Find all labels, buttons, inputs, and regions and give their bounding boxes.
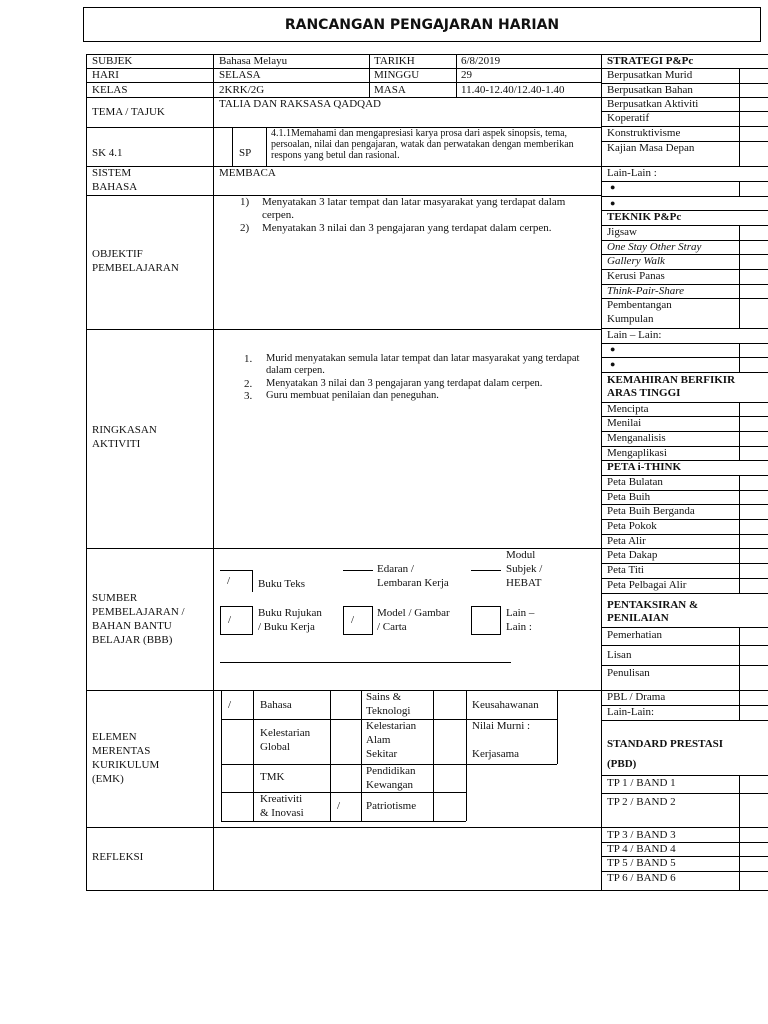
objektif-num-2: 2)	[240, 222, 250, 234]
pentaksiran-title-1: PENTAKSIRAN &	[607, 599, 699, 611]
kbat-item[interactable]: Menilai	[607, 417, 642, 429]
bahasa-label: Bahasa	[260, 699, 292, 711]
model-label-2: / Carta	[377, 621, 407, 633]
kbat-title-1: KEMAHIRAN BERFIKIR	[607, 374, 736, 386]
edaran-label-1: Edaran /	[377, 563, 414, 575]
pembentangan-label-1[interactable]: Pembentangan	[607, 299, 672, 311]
model-label-1: Model / Gambar	[377, 607, 450, 619]
pentaksiran-title-2: PENILAIAN	[607, 612, 669, 624]
kelas-label: KELAS	[92, 84, 128, 96]
sistem-label-2: BAHASA	[92, 181, 138, 193]
buku-rujukan-checkbox[interactable]	[220, 606, 253, 635]
peta-item[interactable]: Peta Buih Berganda	[607, 505, 695, 517]
sumber-underline	[220, 662, 511, 663]
tarikh-value: 6/8/2019	[461, 55, 501, 67]
masa-label: MASA	[374, 84, 406, 96]
patriotisme-mark[interactable]: /	[337, 800, 341, 812]
kelestarian-alam-label-3: Sekitar	[366, 748, 398, 760]
pembentangan-label-2: Kumpulan	[607, 313, 654, 325]
hari-value: SELASA	[219, 69, 261, 81]
sumber-label-3: BAHAN BANTU	[92, 620, 172, 632]
masa-value: 11.40-12.40/12.40-1.40	[461, 84, 565, 96]
ringkasan-num-3: 3.	[244, 390, 253, 402]
tp-item[interactable]: TP 2 / BAND 2	[607, 796, 676, 808]
pendidikan-label-1: Pendidikan	[366, 765, 416, 777]
teknik-lain-lain[interactable]: Lain – Lain:	[607, 329, 662, 341]
keusahawanan-label: Keusahawanan	[472, 699, 539, 711]
sains-label-2: Teknologi	[366, 705, 411, 717]
strategi-lain-lain[interactable]: Lain-Lain :	[607, 167, 657, 179]
ringkasan-item-1: Murid menyatakan semula latar tempat dan latar masyarakat yang terdapat dalam cerpen.	[266, 353, 580, 377]
peta-item[interactable]: Peta Dakap	[607, 549, 658, 561]
teknik-item[interactable]: Jigsaw	[607, 226, 637, 238]
sp-text: 4.1.1Memahami dan mengapresiasi karya prosa dari aspek sinopsis, tema, persoalan, nilai dan pengajaran, watak dan perwatakan dengan memberikan respons yang betul dan rasional.	[271, 128, 574, 161]
teknik-item[interactable]: Think-Pair-Share	[607, 285, 684, 297]
peta-item[interactable]: Peta Pelbagai Alir	[607, 579, 687, 591]
sistem-value: MEMBACA	[219, 167, 276, 179]
buku-rujukan-label-1: Buku Rujukan	[258, 607, 322, 619]
pendidikan-label-2: Kewangan	[366, 779, 414, 791]
peta-title: PETA i-THINK	[607, 461, 682, 473]
teknik-title: TEKNIK P&Pc	[607, 211, 682, 223]
subjek-value: Bahasa Melayu	[219, 55, 288, 67]
lain-lain-label-1: Lain –	[506, 607, 535, 619]
kerjasama-label: Kerjasama	[472, 748, 520, 760]
strategi-item[interactable]: Konstruktivisme	[607, 127, 681, 139]
bullet-icon: ●	[610, 344, 616, 354]
ringkasan-item-2: Menyatakan 3 nilai dan 3 pengajaran yang terdapat dalam cerpen.	[266, 378, 543, 389]
kbat-item[interactable]: Mencipta	[607, 403, 649, 415]
emk-label-3: KURIKULUM	[92, 759, 160, 771]
ringkasan-num-2: 2.	[244, 378, 253, 390]
kelas-value: 2KRK/2G	[219, 84, 265, 96]
teknik-item[interactable]: Gallery Walk	[607, 255, 665, 267]
ringkasan-item-3: Guru membuat penilaian dan peneguhan.	[266, 390, 439, 401]
modul-label-1: Modul	[506, 549, 536, 561]
emk-label-2: MERENTAS	[92, 745, 151, 757]
minggu-label: MINGGU	[374, 69, 420, 81]
ringkasan-label-1: RINGKASAN	[92, 424, 157, 436]
kreativiti-label-1: Kreativiti	[260, 793, 303, 805]
tp-item[interactable]: TP 3 / BAND 3	[607, 829, 676, 841]
tp-item[interactable]: TP 6 / BAND 6	[607, 872, 676, 884]
model-mark: /	[351, 614, 355, 626]
buku-teks-checkbox[interactable]	[220, 570, 253, 592]
teknik-item[interactable]: One Stay Other Stray	[607, 241, 702, 253]
tmk-label: TMK	[260, 771, 285, 783]
sp-label: SP	[239, 147, 252, 159]
sumber-label-2: PEMBELAJARAN /	[92, 606, 185, 618]
modul-label-2: Subjek /	[506, 563, 543, 575]
nilai-murni-label: Nilai Murni :	[472, 720, 531, 732]
kelestarian-global-label-2: Global	[260, 741, 290, 753]
objektif-label-1: OBJEKTIF	[92, 248, 143, 260]
refleksi-label: REFLEKSI	[92, 851, 144, 863]
sistem-label-1: SISTEM	[92, 167, 132, 179]
standard-title-1: STANDARD PRESTASI	[607, 738, 724, 750]
bullet-icon: ●	[610, 198, 616, 208]
bullet-icon: ●	[610, 182, 616, 192]
hari-label: HARI	[92, 69, 119, 81]
lain-lain-label-2: Lain :	[506, 621, 532, 633]
tp-item[interactable]: TP 4 / BAND 4	[607, 843, 676, 855]
standard-title-2: (PBD)	[607, 758, 637, 770]
page-title: RANCANGAN PENGAJARAN HARIAN	[83, 7, 761, 42]
emk-label-1: ELEMEN	[92, 731, 137, 743]
strategi-item[interactable]: Berpusatkan Aktiviti	[607, 98, 699, 110]
teknik-item[interactable]: Kerusi Panas	[607, 270, 665, 282]
peta-item[interactable]: Peta Alir	[607, 535, 646, 547]
objektif-label-2: PEMBELAJARAN	[92, 262, 179, 274]
tp-item[interactable]: TP 5 / BAND 5	[607, 857, 676, 869]
strategi-item[interactable]: Kajian Masa Depan	[607, 142, 695, 154]
sains-label-1: Sains &	[366, 691, 402, 703]
buku-teks-label: Buku Teks	[258, 578, 306, 590]
objektif-item-1: Menyatakan 3 latar tempat dan latar masyarakat yang terdapat dalam cerpen.	[262, 196, 566, 222]
buku-rujukan-label-2: / Buku Kerja	[258, 621, 315, 633]
minggu-value: 29	[461, 69, 472, 81]
sumber-label-4: BELAJAR (BBB)	[92, 634, 173, 646]
peta-item[interactable]: Peta Pokok	[607, 520, 657, 532]
lain-lain-checkbox[interactable]	[471, 606, 501, 635]
pentaksiran-item[interactable]: Penulisan	[607, 667, 650, 679]
kbat-title-2: ARAS TINGGI	[607, 387, 681, 399]
pentaksiran-item[interactable]: Lisan	[607, 649, 632, 661]
model-checkbox[interactable]	[343, 606, 373, 635]
tema-label: TEMA / TAJUK	[92, 106, 165, 118]
edaran-label-2: Lembaran Kerja	[377, 577, 449, 589]
pentaksiran-item[interactable]: Pemerhatian	[607, 629, 662, 641]
buku-teks-mark: /	[227, 575, 231, 587]
bahasa-mark[interactable]: /	[228, 699, 232, 711]
pentaksiran-lain-lain[interactable]: Lain-Lain:	[607, 706, 655, 718]
tema-value: TALIA DAN RAKSASA QADQAD	[219, 98, 381, 110]
kelestarian-alam-label-1: Kelestarian	[366, 720, 417, 732]
pbl-drama-item[interactable]: PBL / Drama	[607, 691, 666, 703]
kelestarian-alam-label-2: Alam	[366, 734, 391, 746]
tarikh-label: TARIKH	[374, 55, 415, 67]
sumber-label-1: SUMBER	[92, 592, 138, 604]
peta-item[interactable]: Peta Titi	[607, 564, 644, 576]
kbat-item[interactable]: Mengaplikasi	[607, 447, 667, 459]
kbat-item[interactable]: Menganalisis	[607, 432, 666, 444]
objektif-num-1: 1)	[240, 196, 250, 208]
modul-label-3: HEBAT	[506, 577, 542, 589]
strategi-item[interactable]: Berpusatkan Murid	[607, 69, 693, 81]
sk-label: SK 4.1	[92, 147, 123, 159]
modul-checkbox[interactable]	[471, 570, 501, 592]
strategi-item[interactable]: Koperatif	[607, 112, 650, 124]
kreativiti-label-2: & Inovasi	[260, 807, 304, 819]
strategi-title: STRATEGI P&Pc	[607, 55, 694, 67]
ringkasan-label-2: AKTIVITI	[92, 438, 141, 450]
peta-item[interactable]: Peta Bulatan	[607, 476, 663, 488]
edaran-checkbox[interactable]	[343, 570, 373, 592]
subjek-label: SUBJEK	[92, 55, 133, 67]
bullet-icon: ●	[610, 359, 616, 369]
tp-item[interactable]: TP 1 / BAND 1	[607, 777, 676, 789]
emk-label-4: (EMK)	[92, 773, 124, 785]
ringkasan-num-1: 1.	[244, 353, 253, 365]
patriotisme-label: Patriotisme	[366, 800, 417, 812]
peta-item[interactable]: Peta Buih	[607, 491, 651, 503]
strategi-item[interactable]: Berpusatkan Bahan	[607, 84, 693, 96]
kelestarian-global-label-1: Kelestarian	[260, 727, 311, 739]
buku-rujukan-mark: /	[228, 614, 232, 626]
objektif-item-2: Menyatakan 3 nilai dan 3 pengajaran yang terdapat dalam cerpen.	[262, 222, 552, 234]
